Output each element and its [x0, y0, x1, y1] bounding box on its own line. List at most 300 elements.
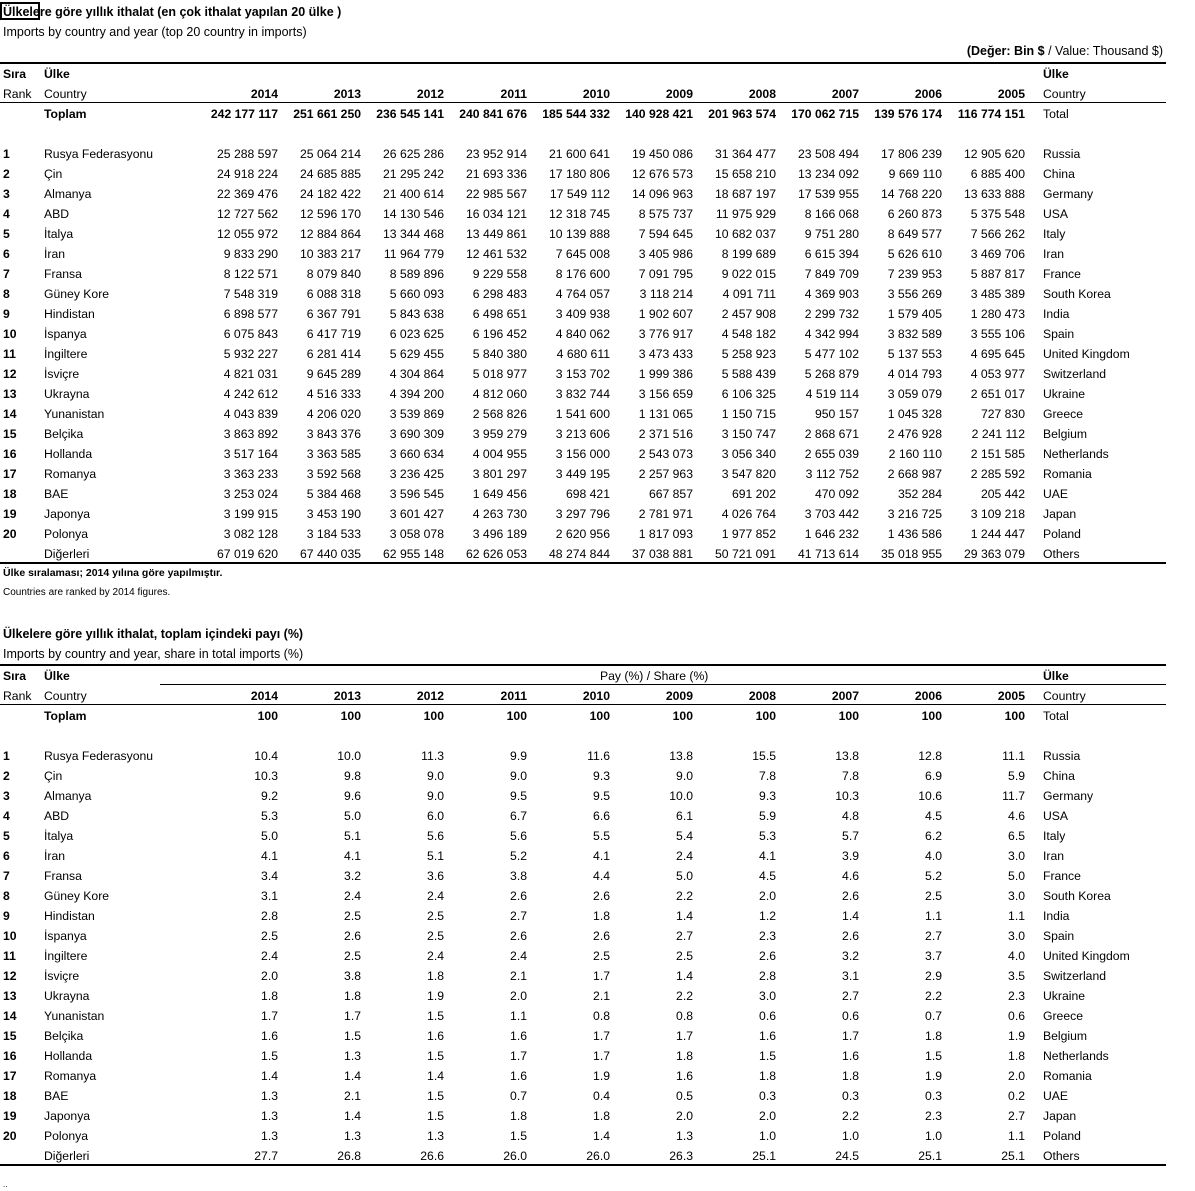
rank-cell: 12: [3, 367, 17, 381]
value-cell: 2.8: [759, 969, 776, 983]
total-row: [0, 706, 1166, 726]
rank-cell: 4: [3, 809, 10, 823]
value-cell: 0.2: [1008, 1089, 1025, 1103]
value-cell: 12 727 562: [217, 207, 278, 221]
value-cell: 3 409 938: [555, 307, 610, 321]
english-cell: Italy: [1043, 227, 1066, 241]
english-cell: Germany: [1043, 187, 1094, 201]
value-cell: 2.5: [676, 949, 693, 963]
value-cell: 22 369 476: [217, 187, 278, 201]
value-cell: 3 843 376: [306, 427, 361, 441]
value-cell: 9.3: [759, 789, 776, 803]
country-cell: İran: [44, 849, 66, 863]
value-cell: 6 298 483: [472, 287, 527, 301]
value-cell: 3 112 752: [805, 467, 859, 481]
rank-cell: 10: [3, 929, 17, 943]
total-english: Total: [1043, 709, 1069, 723]
value-cell: 5.6: [427, 829, 444, 843]
value-cell: 5.6: [510, 829, 527, 843]
table-row: [0, 766, 1166, 786]
value-cell: 2 285 592: [970, 467, 1025, 481]
value-cell: 24.5: [835, 1149, 859, 1163]
value-cell: 1 646 232: [804, 527, 859, 541]
value-cell: 0.7: [925, 1009, 942, 1023]
value-cell: 1 436 586: [887, 527, 942, 541]
value-cell: 4 695 645: [970, 347, 1025, 361]
value-cell: 4 516 333: [306, 387, 361, 401]
value-cell: 9 229 558: [472, 267, 527, 281]
value-cell: 7 566 262: [970, 227, 1025, 241]
value-cell: 6.0: [427, 809, 444, 823]
value-cell: 2 620 956: [555, 527, 610, 541]
country-cell: Güney Kore: [44, 889, 110, 903]
table-row: [0, 464, 1166, 484]
total-value: 100: [755, 709, 776, 723]
value-cell: 4.8: [842, 809, 859, 823]
value-cell: 7 849 709: [804, 267, 859, 281]
value-cell: 4 342 994: [804, 327, 859, 341]
value-cell: 1.8: [1008, 1049, 1025, 1063]
value-cell: 0.6: [842, 1009, 859, 1023]
value-cell: 1 244 447: [970, 527, 1025, 541]
value-cell: 4 840 062: [555, 327, 610, 341]
value-cell: 2.7: [676, 929, 693, 943]
value-cell: 3 832 744: [555, 387, 610, 401]
value-cell: 1.5: [427, 1009, 444, 1023]
value-cell: 10 682 037: [715, 227, 776, 241]
value-cell: 5 018 977: [472, 367, 527, 381]
value-cell: 9.9: [510, 749, 527, 763]
value-cell: 3 690 309: [389, 427, 444, 441]
ranking-note-en: Countries are ranked by 2014 figures.: [3, 587, 171, 598]
rank-header-en: Rank: [3, 87, 32, 101]
value-cell: 1.7: [593, 1049, 610, 1063]
value-cell: 10.6: [918, 789, 942, 803]
year-header-2006: 2006: [914, 87, 942, 101]
value-cell: 1.6: [510, 1029, 527, 1043]
rank-cell: 5: [3, 227, 10, 241]
value-cell: 2.4: [676, 849, 693, 863]
value-cell: 4 764 057: [555, 287, 610, 301]
value-cell: 4.0: [1008, 949, 1025, 963]
value-cell: 12.8: [918, 749, 942, 763]
value-cell: 1.3: [676, 1129, 693, 1143]
value-cell: 1.3: [344, 1129, 361, 1143]
value-cell: 3 363 233: [223, 467, 278, 481]
rank-cell: 20: [3, 1129, 17, 1143]
english-cell: Japan: [1043, 1109, 1077, 1123]
section2-header-row1: [0, 666, 1166, 686]
value-cell: 3 555 106: [970, 327, 1025, 341]
value-cell: 1.8: [842, 1069, 859, 1083]
value-cell: 2 543 073: [638, 447, 693, 461]
value-cell: 1.6: [676, 1069, 693, 1083]
value-cell: 0.3: [842, 1089, 859, 1103]
value-cell: 691 202: [731, 487, 776, 501]
value-cell: 3 109 218: [970, 507, 1025, 521]
country-cell: Rusya Federasyonu: [44, 147, 154, 161]
value-cell: 1.6: [510, 1069, 527, 1083]
value-cell: 26.6: [420, 1149, 444, 1163]
value-cell: 1 131 065: [638, 407, 693, 421]
country-cell: İspanya: [44, 929, 87, 943]
value-cell: 14 768 220: [881, 187, 942, 201]
value-cell: 2 868 671: [804, 427, 859, 441]
value-cell: 5 477 102: [804, 347, 859, 361]
rank-cell: 2: [3, 769, 10, 783]
value-cell: 3 539 869: [389, 407, 444, 421]
value-cell: 6 898 577: [223, 307, 278, 321]
total-value: 236 545 141: [376, 107, 444, 121]
value-cell: 4 043 839: [223, 407, 278, 421]
value-cell: 1.7: [676, 1029, 693, 1043]
value-cell: 2.4: [344, 889, 361, 903]
section1-bottom-rule: [0, 562, 1166, 564]
year-header-2014: 2014: [250, 87, 278, 101]
value-cell: 2.6: [593, 929, 610, 943]
english-cell: Belgium: [1043, 1029, 1088, 1043]
rank-cell: 5: [3, 829, 10, 843]
value-cell: 2.0: [510, 989, 527, 1003]
value-cell: 2.0: [759, 1109, 776, 1123]
value-cell: 23 952 914: [466, 147, 527, 161]
value-cell: 8 589 896: [389, 267, 444, 281]
table-row: [0, 224, 1166, 244]
year-header-2010-share: 2010: [582, 689, 610, 703]
value-cell: 6 281 414: [306, 347, 361, 361]
year-header-2008: 2008: [748, 87, 776, 101]
value-cell: 2.4: [510, 949, 527, 963]
value-cell: 3 363 585: [306, 447, 361, 461]
value-cell: 6 260 873: [887, 207, 942, 221]
value-cell: 2 371 516: [638, 427, 693, 441]
value-cell: 17 549 112: [549, 187, 610, 201]
value-cell: 1 817 093: [638, 527, 693, 541]
table-row: [0, 364, 1166, 384]
value-cell: 4 821 031: [223, 367, 278, 381]
value-cell: 1.6: [261, 1029, 278, 1043]
country-cell: Polonya: [44, 1129, 89, 1143]
value-cell: 9 022 015: [721, 267, 776, 281]
rank-cell: 8: [3, 287, 10, 301]
value-cell: 3 082 128: [223, 527, 278, 541]
value-cell: 4 053 977: [970, 367, 1025, 381]
value-cell: 1.8: [759, 1069, 776, 1083]
value-cell: 11.6: [587, 749, 610, 763]
value-cell: 3.0: [1008, 929, 1025, 943]
value-cell: 3 056 340: [721, 447, 776, 461]
value-cell: 11.3: [421, 749, 444, 763]
value-cell: 7.8: [842, 769, 859, 783]
value-cell: 62 626 053: [466, 547, 527, 561]
country-cell: Fransa: [44, 267, 82, 281]
value-cell: 9.3: [593, 769, 610, 783]
value-cell: 5.2: [925, 869, 942, 883]
english-cell: Greece: [1043, 1009, 1083, 1023]
rank-cell: 20: [3, 527, 17, 541]
value-cell: 11.7: [1002, 789, 1025, 803]
value-cell: 2.6: [510, 929, 527, 943]
year-header-2005: 2005: [997, 87, 1025, 101]
value-cell: 6 075 843: [223, 327, 278, 341]
value-cell: 2.1: [593, 989, 610, 1003]
value-cell: 4.0: [925, 849, 942, 863]
rank-cell: 17: [3, 467, 17, 481]
value-cell: 9.5: [593, 789, 610, 803]
value-cell: 3.1: [261, 889, 278, 903]
section1-subtitle: Imports by country and year (top 20 country in imports): [3, 25, 307, 39]
value-cell: 7 091 795: [638, 267, 693, 281]
english-cell: France: [1043, 869, 1081, 883]
table-row: [0, 786, 1166, 806]
table-row: [0, 946, 1166, 966]
value-cell: 2.1: [344, 1089, 361, 1103]
country-header-en: Country: [44, 87, 87, 101]
value-cell: 3.5: [1008, 969, 1025, 983]
value-cell: 1 649 456: [472, 487, 527, 501]
value-cell: 2.4: [427, 889, 444, 903]
value-cell: 2.6: [759, 949, 776, 963]
value-cell: 25 288 597: [217, 147, 278, 161]
total-value: 100: [838, 709, 859, 723]
english-header-en: Country: [1043, 87, 1086, 101]
value-cell: 3 517 164: [223, 447, 278, 461]
value-cell: 1.1: [1008, 1129, 1025, 1143]
value-cell: 25.1: [752, 1149, 776, 1163]
english-cell: Poland: [1043, 1129, 1081, 1143]
year-header-2012-share: 2012: [416, 689, 444, 703]
value-cell: 1.0: [759, 1129, 776, 1143]
value-cell: 2 257 963: [638, 467, 693, 481]
value-cell: 4 263 730: [472, 507, 527, 521]
value-cell: 9 833 290: [223, 247, 278, 261]
value-cell: 2.3: [759, 929, 776, 943]
year-header-2009: 2009: [665, 87, 693, 101]
value-cell: 13 633 888: [964, 187, 1025, 201]
value-cell: 1.5: [344, 1029, 361, 1043]
value-cell: 3 253 024: [223, 487, 278, 501]
value-cell: 4 812 060: [472, 387, 527, 401]
value-cell: 9 751 280: [804, 227, 859, 241]
value-cell: 5.0: [344, 809, 361, 823]
table-row: [0, 826, 1166, 846]
value-cell: 3.0: [1008, 849, 1025, 863]
value-cell: 26.0: [586, 1149, 610, 1163]
english-cell: France: [1043, 267, 1081, 281]
country-cell: İspanya: [44, 327, 87, 341]
value-cell: 2.0: [261, 969, 278, 983]
value-cell: 1.8: [593, 1109, 610, 1123]
value-cell: 727 830: [980, 407, 1025, 421]
value-cell: 6.5: [1008, 829, 1025, 843]
country-cell: Hindistan: [44, 307, 95, 321]
value-cell: 15.5: [752, 749, 776, 763]
english-cell: UAE: [1043, 1089, 1069, 1103]
english-cell: Greece: [1043, 407, 1083, 421]
value-cell: 5 843 638: [389, 307, 444, 321]
value-cell: 1.0: [925, 1129, 942, 1143]
year-header-2011: 2011: [500, 87, 527, 101]
table-row: [0, 204, 1166, 224]
english-cell: Spain: [1043, 327, 1075, 341]
rank-cell: 1: [3, 749, 10, 763]
table-row: [0, 1106, 1166, 1126]
value-cell: 2 568 826: [472, 407, 527, 421]
value-cell: 2.3: [925, 1109, 942, 1123]
rank-header-en-2: Rank: [3, 689, 32, 703]
value-cell: 5 384 468: [306, 487, 361, 501]
value-cell: 6 088 318: [306, 287, 361, 301]
value-cell: 21 600 641: [549, 147, 610, 161]
english-cell: Switzerland: [1043, 969, 1106, 983]
country-header-tr-2: Ülke: [44, 669, 70, 683]
section1-title: Ülkelere göre yıllık ithalat (en çok ithalat yapılan 20 ülke ): [3, 5, 342, 19]
value-cell: 4.1: [261, 849, 278, 863]
value-cell: 3 485 389: [970, 287, 1025, 301]
table-row: [0, 1046, 1166, 1066]
value-cell: 5 137 553: [887, 347, 942, 361]
value-cell: 1 999 386: [638, 367, 693, 381]
value-cell: 3.2: [344, 869, 361, 883]
value-cell: 2.0: [759, 889, 776, 903]
country-cell: İngiltere: [44, 347, 88, 361]
ranking-note-tr: Ülke sıralaması; 2014 yılına göre yapılmıştır.: [3, 567, 223, 579]
english-header-tr: Ülke: [1043, 67, 1069, 81]
year-header-2013-share: 2013: [333, 689, 361, 703]
rank-cell: 13: [3, 989, 17, 1003]
rank-cell: 9: [3, 307, 10, 321]
value-cell: 7 594 645: [638, 227, 693, 241]
value-cell: 9 645 289: [306, 367, 361, 381]
value-cell: 3 863 892: [223, 427, 278, 441]
value-cell: 4.5: [925, 809, 942, 823]
section1-header-row2: [0, 84, 1166, 104]
rank-cell: 7: [3, 869, 10, 883]
value-cell: 5.3: [261, 809, 278, 823]
year-header-2009-share: 2009: [665, 689, 693, 703]
value-cell: 2.7: [1008, 1109, 1025, 1123]
value-cell: 9.0: [510, 769, 527, 783]
value-cell: 3.8: [510, 869, 527, 883]
rank-cell: 17: [3, 1069, 17, 1083]
total-value: 100: [921, 709, 942, 723]
value-cell: 4 369 903: [804, 287, 859, 301]
rank-cell: 3: [3, 187, 10, 201]
value-cell: 12 055 972: [217, 227, 278, 241]
country-cell: BAE: [44, 1089, 69, 1103]
value-cell: 4 026 764: [721, 507, 776, 521]
total-value: 240 841 676: [459, 107, 527, 121]
rank-cell: 8: [3, 889, 10, 903]
value-cell: 6 196 452: [472, 327, 527, 341]
value-cell: 5.9: [1008, 769, 1025, 783]
value-cell: 1.3: [344, 1049, 361, 1063]
value-cell: 1 150 715: [721, 407, 776, 421]
value-cell: 1.7: [261, 1009, 278, 1023]
value-cell: 24 182 422: [300, 187, 361, 201]
value-cell: 3 405 986: [638, 247, 693, 261]
value-cell: 17 539 955: [798, 187, 859, 201]
value-cell: 1.7: [344, 1009, 361, 1023]
value-cell: 1.4: [344, 1109, 361, 1123]
value-cell: 2.6: [344, 929, 361, 943]
value-cell: 4.1: [593, 849, 610, 863]
value-cell: 3 660 634: [389, 447, 444, 461]
value-cell: 1.9: [427, 989, 444, 1003]
rank-cell: 18: [3, 487, 17, 501]
table-row: [0, 1126, 1166, 1146]
rank-cell: 10: [3, 327, 17, 341]
value-cell: 6.2: [925, 829, 942, 843]
country-cell: İsviçre: [44, 367, 80, 381]
value-cell: 13.8: [835, 749, 859, 763]
year-header-2014-share: 2014: [250, 689, 278, 703]
value-cell: 4 304 864: [389, 367, 444, 381]
value-cell: 2.7: [842, 989, 859, 1003]
country-cell: ABD: [44, 207, 70, 221]
rank-cell: 18: [3, 1089, 17, 1103]
value-cell: 1.4: [344, 1069, 361, 1083]
value-cell: 13 449 861: [466, 227, 527, 241]
rank-cell: 6: [3, 849, 10, 863]
value-cell: 1 280 473: [970, 307, 1025, 321]
english-cell: China: [1043, 769, 1075, 783]
country-cell: Romanya: [44, 467, 97, 481]
country-cell: Belçika: [44, 427, 84, 441]
share-percent-label: Pay (%) / Share (%): [600, 669, 709, 683]
value-cell: 24 918 224: [217, 167, 278, 181]
value-cell: 6.6: [593, 809, 610, 823]
value-cell: 1.4: [842, 909, 859, 923]
value-cell: 1.7: [593, 1029, 610, 1043]
value-cell: 9 669 110: [888, 167, 942, 181]
value-cell: 698 421: [565, 487, 610, 501]
value-cell: 8 079 840: [306, 267, 361, 281]
value-cell: 23 508 494: [798, 147, 859, 161]
value-cell: 1.5: [427, 1109, 444, 1123]
rank-cell: 19: [3, 1109, 17, 1123]
value-cell: 9.0: [427, 789, 444, 803]
value-cell: 4 206 020: [306, 407, 361, 421]
value-cell: 1.6: [759, 1029, 776, 1043]
table-row: [0, 746, 1166, 766]
english-cell: Romania: [1043, 1069, 1092, 1083]
value-cell: 4 004 955: [472, 447, 527, 461]
table-row: [0, 244, 1166, 264]
value-cell: 3 213 606: [555, 427, 610, 441]
value-cell: 26.3: [669, 1149, 693, 1163]
english-cell: USA: [1043, 207, 1069, 221]
value-cell: 5.1: [427, 849, 444, 863]
value-cell: 0.6: [1008, 1009, 1025, 1023]
value-cell: 6 885 400: [970, 167, 1025, 181]
value-cell: 3 236 425: [389, 467, 444, 481]
value-cell: 1.7: [842, 1029, 859, 1043]
value-cell: 12 905 620: [964, 147, 1025, 161]
value-cell: 1.7: [510, 1049, 527, 1063]
total-value: 242 177 117: [210, 107, 278, 121]
value-unit-note: [967, 44, 1163, 58]
value-cell: 0.5: [676, 1089, 693, 1103]
rank-header-tr-2: Sıra: [3, 669, 27, 683]
value-unit-rest: / Value: Thousand $): [1044, 44, 1163, 58]
value-cell: 1.5: [759, 1049, 776, 1063]
value-cell: 18 687 197: [715, 187, 776, 201]
value-cell: 2.5: [344, 949, 361, 963]
year-header-2007-share: 2007: [831, 689, 859, 703]
section1-header-row1: [0, 64, 1166, 84]
english-cell: Switzerland: [1043, 367, 1106, 381]
